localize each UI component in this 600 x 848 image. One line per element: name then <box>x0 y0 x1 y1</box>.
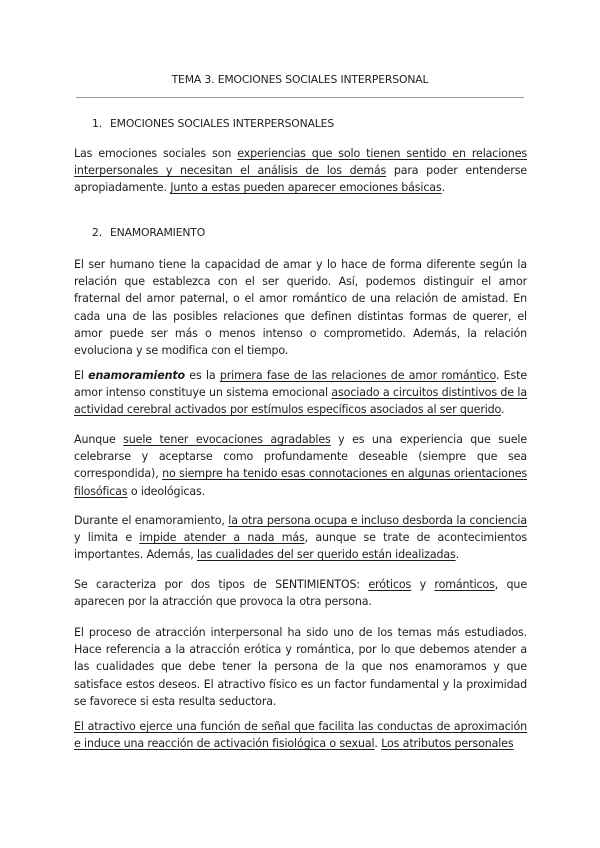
underlined-text: primera fase de las relaciones de amor romántico <box>219 369 496 382</box>
section-heading-2 <box>92 225 205 241</box>
text-run: , aunque se trate de acontecimientos importantes. Además, <box>74 531 527 562</box>
text-run: y <box>411 578 435 591</box>
text-run: El proceso de atracción interpersonal ha sido uno de los temas más estudiados. Hace referencia a la atracción erótica y romántica, por lo que debemos atender a las cualidades que debe tener la persona de la que nos enamoramos y que satisface estos deseos. El atractivo físico es un factor fundamental y la proximidad se favorece si esta resulta seductora. <box>74 626 527 708</box>
paragraph-2 <box>74 256 527 359</box>
text-run: . <box>501 403 505 417</box>
underlined-text: la otra persona ocupa e incluso desborda la conciencia <box>228 514 527 527</box>
text-run: . <box>441 181 445 195</box>
paragraph-1 <box>74 145 527 197</box>
text-run: Las emociones sociales son <box>74 147 238 160</box>
text-run: Se caracteriza por dos tipos de SENTIMIENTOS: <box>74 578 369 591</box>
underlined-text: románticos <box>434 578 495 591</box>
underlined-text: impide atender a nada más <box>139 531 305 545</box>
paragraph-7 <box>74 624 527 710</box>
text-run: , que aparecen por la atracción que provoca la otra persona. <box>74 578 527 609</box>
paragraph-5 <box>74 512 527 564</box>
section-title: ENAMORAMIENTO <box>110 226 206 239</box>
text-run: . <box>374 737 382 751</box>
text-run: y es una experiencia que suele celebrarse y aceptarse como profundamente deseable (siempre que sea correspondida), <box>74 433 527 481</box>
text-run: . Este amor intenso constituye un sistema emocional <box>74 369 528 400</box>
underlined-text: suele tener evocaciones agradables <box>123 433 331 446</box>
text-run: . <box>455 548 460 562</box>
underlined-text: eróticos <box>368 578 412 591</box>
paragraph-8 <box>74 718 527 752</box>
section-number: 1. <box>92 117 103 130</box>
underlined-text: las cualidades del ser querido están idealizadas <box>197 548 456 562</box>
paragraph-3 <box>74 367 527 419</box>
text-run: Durante el enamoramiento, <box>74 514 229 527</box>
emphasized-term: enamoramiento <box>88 369 185 382</box>
underlined-text: asociado a circuitos distintivos de la actividad cerebral activados por estímulos específicos asociados al ser querido <box>74 386 528 417</box>
paragraph-4 <box>74 431 527 500</box>
text-run: El ser humano tiene la capacidad de amar y lo hace de forma diferente según la relación que establezca con el ser querido. Así, podemos distinguir el amor fraternal del amor paternal, o el amor romántico de una relación de amistad. En cada una de las posibles relaciones que definen distintas formas de querer, el amor puede ser más o menos intenso o comprometido. Además, la relación evoluciona y se modifica con el tiempo. <box>74 258 527 358</box>
underlined-text: experiencias que solo tienen sentido en relaciones interpersonales y necesitan el análisis de los demás <box>74 147 527 178</box>
title-divider <box>76 97 524 98</box>
underlined-text: Junto a estas pueden aparecer emociones básicas <box>170 181 442 195</box>
text-run: El <box>74 369 89 382</box>
text-run: o ideológicas. <box>127 484 205 498</box>
section-number: 2. <box>92 226 103 239</box>
section-title: EMOCIONES SOCIALES INTERPERSONALES <box>110 117 335 130</box>
underlined-text: Los atributos personales <box>381 737 514 751</box>
text-run: es la <box>184 369 220 382</box>
section-heading-1 <box>92 116 334 132</box>
page-title: TEMA 3. EMOCIONES SOCIALES INTERPERSONAL <box>171 73 429 86</box>
text-run: para poder entenderse apropiadamente. <box>74 164 527 195</box>
text-run: Aunque <box>74 433 124 446</box>
text-run: y limita e <box>74 531 140 545</box>
paragraph-6 <box>74 576 527 610</box>
underlined-text: El atractivo ejerce una función de señal que facilita las conductas de aproximación e induce una reacción de activación fisiológica o sexual <box>74 720 527 751</box>
underlined-text: no siempre ha tenido esas connotaciones en algunas orientaciones filosóficas <box>74 467 528 498</box>
